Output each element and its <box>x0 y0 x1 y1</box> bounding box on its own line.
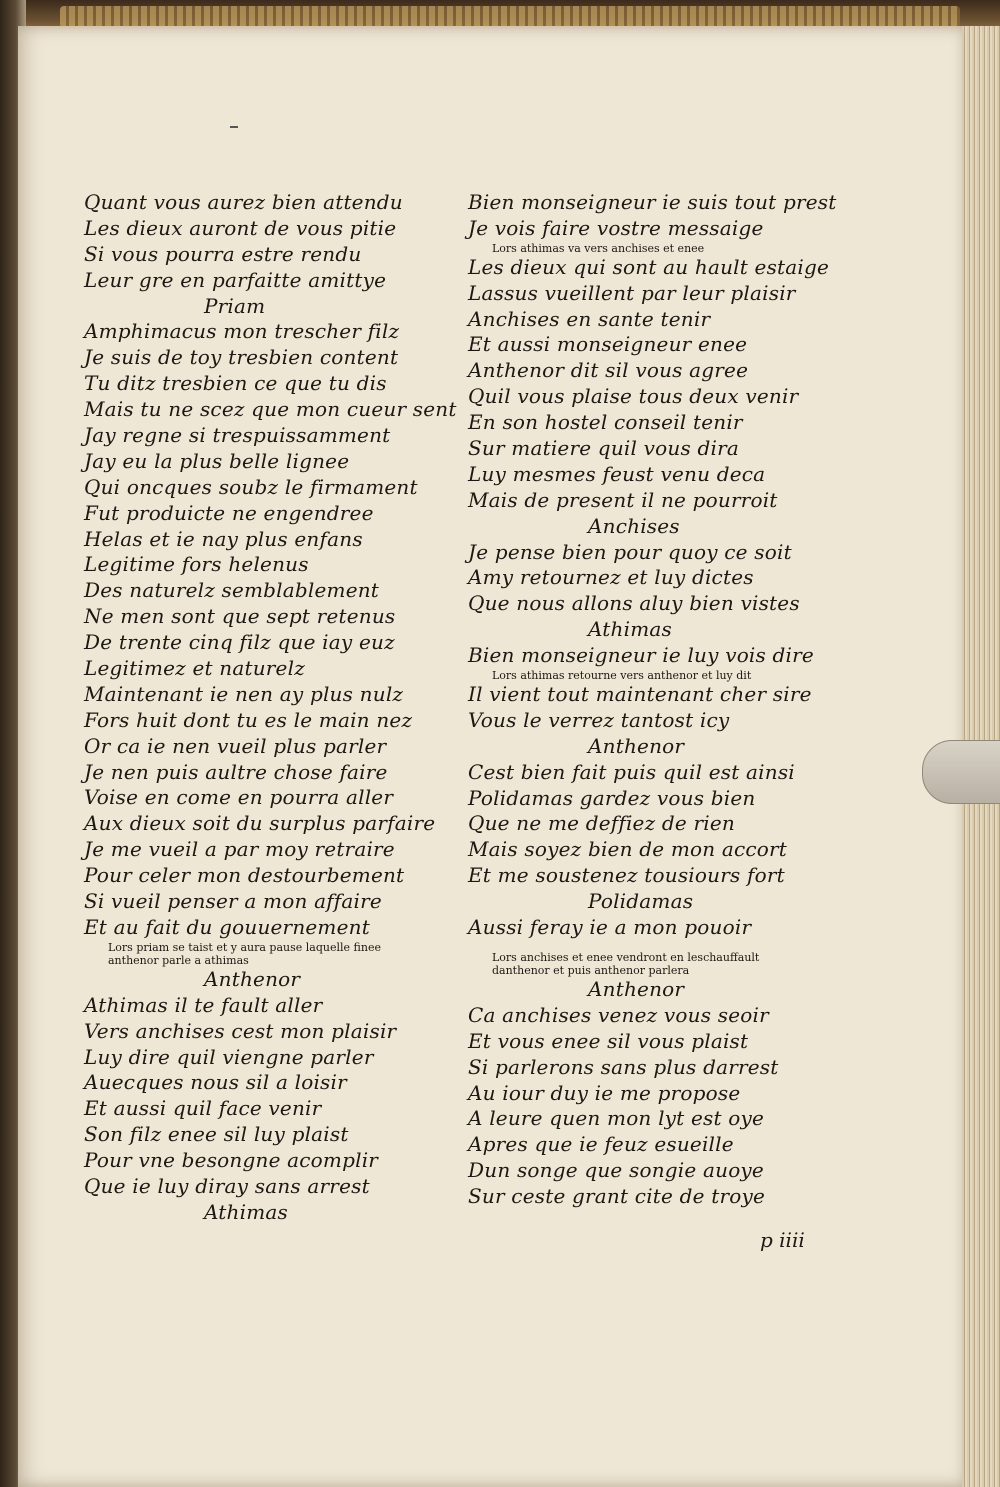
verse-line: Vous le verrez tantost icy <box>468 707 730 732</box>
verse-line: Helas et ie nay plus enfans <box>84 526 363 551</box>
verse-line: Au iour duy ie me propose <box>468 1080 741 1105</box>
verse-line: Sur matiere quil vous dira <box>468 436 739 461</box>
verse-line: Je vois faire vostre messaige <box>468 215 764 240</box>
stage-direction: Lors athimas retourne vers anthenor et luy dit <box>492 669 752 683</box>
verse-line: Jay eu la plus belle lignee <box>84 448 350 473</box>
verse-line: Anthenor dit sil vous agree <box>468 358 749 383</box>
verse-line: Tu ditz tresbien ce que tu dis <box>84 371 387 396</box>
verse-line: Jay regne si trespuissamment <box>84 423 391 448</box>
stage-direction: anthenor parle a athimas <box>108 953 249 967</box>
verse-line: Quil vous plaise tous deux venir <box>468 384 799 409</box>
folio-signature: p iiii <box>760 1228 805 1252</box>
verse-line: Fors huit dont tu es le main nez <box>84 707 413 732</box>
speaker-name: Athimas <box>204 1199 288 1224</box>
verse-line: Que nous allons aluy bien vistes <box>468 591 800 616</box>
verse-line: Mais tu ne scez que mon cueur sent <box>84 397 457 422</box>
left-column <box>84 190 457 1226</box>
verse-line: Dun songe que songie auoye <box>468 1158 764 1183</box>
verse-line: Pour vne besongne acomplir <box>84 1148 379 1173</box>
verse-line: Son filz enee sil luy plaist <box>84 1122 349 1147</box>
verse-line: Ne men sont que sept retenus <box>84 604 396 629</box>
verse-line: A leure quen mon lyt est oye <box>468 1106 765 1131</box>
verse-line: Legitime fors helenus <box>84 552 309 577</box>
page-clip <box>922 740 1000 804</box>
verse-line: Que ne me deffiez de rien <box>468 811 735 836</box>
verse-line: Polidamas gardez vous bien <box>468 785 756 810</box>
verse-line: Anchises en sante tenir <box>468 306 711 331</box>
speaker-name: Priam <box>204 293 266 318</box>
verse-line: Voise en come en pourra aller <box>84 785 394 810</box>
verse-line: Je pense bien pour quoy ce soit <box>468 539 792 564</box>
verse-line: Amy retournez et luy dictes <box>468 565 754 590</box>
verse-line: Je suis de toy tresbien content <box>84 345 399 370</box>
verse-line: Luy dire quil viengne parler <box>84 1044 374 1069</box>
speaker-name: Anthenor <box>204 966 301 991</box>
verse-line: En son hostel conseil tenir <box>468 410 743 435</box>
verse-line: Je nen puis aultre chose faire <box>84 759 388 784</box>
verse-line: Si parlerons sans plus darrest <box>468 1054 779 1079</box>
verse-line: Fut produicte ne engendree <box>84 500 374 525</box>
verse-line: Il vient tout maintenant cher sire <box>468 682 812 707</box>
verse-line: Des naturelz semblablement <box>84 578 380 603</box>
verse-line: Amphimacus mon trescher filz <box>84 319 400 344</box>
verse-line: Pour celer mon destourbement <box>84 863 405 888</box>
verse-line: Et aussi monseigneur enee <box>468 332 748 357</box>
verse-line: Bien monseigneur ie suis tout prest <box>468 190 837 214</box>
verse-line: Or ca ie nen vueil plus parler <box>84 733 387 758</box>
speaker-name: Anchises <box>588 513 680 538</box>
verse-line: Ca anchises venez vous seoir <box>468 1002 769 1027</box>
verse-line: Les dieux auront de vous pitie <box>84 215 397 240</box>
verse-line: Et vous enee sil vous plaist <box>468 1028 749 1053</box>
verse-line: Les dieux qui sont au hault estaige <box>468 254 830 279</box>
stage-direction: Lors priam se taist et y aura pause laquelle finee <box>108 940 381 954</box>
verse-line: Cest bien fait puis quil est ainsi <box>468 759 795 784</box>
stage-direction: Lors anchises et enee vendront en leschauffault <box>492 950 760 964</box>
verse-line: Qui oncques soubz le firmament <box>84 474 418 499</box>
line-gap <box>468 941 838 951</box>
verse-line: Athimas il te fault aller <box>84 992 323 1017</box>
verse-line: Maintenant ie nen ay plus nulz <box>84 681 404 706</box>
verse-line: Mais de present il ne pourroit <box>468 487 778 512</box>
stage-direction: Lors athimas va vers anchises et enee <box>492 241 705 255</box>
verse-line: Si vueil penser a mon affaire <box>84 889 382 914</box>
verse-line: Apres que ie feuz esueille <box>468 1132 734 1157</box>
stage-direction: danthenor et puis anthenor parlera <box>492 963 690 977</box>
verse-line: Je me vueil a par moy retraire <box>84 837 395 862</box>
verse-line: Leur gre en parfaitte amittye <box>84 267 387 292</box>
verse-line: Si vous pourra estre rendu <box>84 241 362 266</box>
verse-line: Quant vous aurez bien attendu <box>84 190 403 214</box>
right-column <box>468 190 838 1210</box>
speaker-name: Anthenor <box>588 976 685 1001</box>
verse-line: Auecques nous sil a loisir <box>84 1070 347 1095</box>
verse-line: Mais soyez bien de mon accort <box>468 837 788 862</box>
verse-line: Et me soustenez tousiours fort <box>468 863 785 888</box>
verse-line: Aussi feray ie a mon pouoir <box>468 915 752 940</box>
speaker-name: Athimas <box>588 617 672 642</box>
verse-line: Vers anchises cest mon plaisir <box>84 1018 397 1043</box>
speaker-name: Anthenor <box>588 733 685 758</box>
verse-line: Luy mesmes feust venu deca <box>468 461 766 486</box>
verse-line: Bien monseigneur ie luy vois dire <box>468 643 814 668</box>
verse-line: De trente cinq filz que iay euz <box>84 630 395 655</box>
verse-line: Que ie luy diray sans arrest <box>84 1173 370 1198</box>
verse-line: Aux dieux soit du surplus parfaire <box>84 811 436 836</box>
verse-line: Lassus vueillent par leur plaisir <box>468 280 796 305</box>
gilt-edge <box>60 6 960 28</box>
speaker-name: Polidamas <box>588 889 694 914</box>
ink-mark <box>230 126 238 128</box>
verse-line: Sur ceste grant cite de troye <box>468 1184 765 1209</box>
verse-line: Legitimez et naturelz <box>84 656 305 681</box>
verse-line: Et au fait du gouuernement <box>84 914 370 939</box>
verse-line: Et aussi quil face venir <box>84 1096 322 1121</box>
